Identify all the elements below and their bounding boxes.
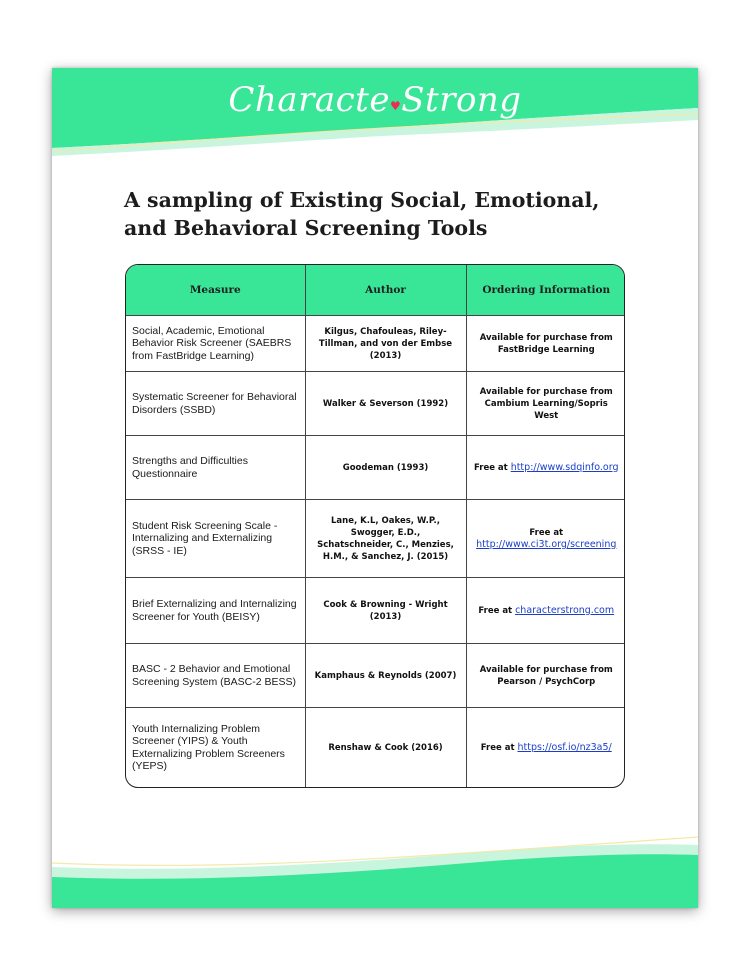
ordering-cell: Free at http://www.ci3t.org/screening — [466, 500, 625, 578]
ordering-cell: Available for purchase from Pearson / PsychCorp — [466, 644, 625, 708]
measure-cell: Youth Internalizing Problem Screener (YIPS) & Youth Externalizing Problem Screeners (YEPS) — [126, 708, 305, 788]
table-row — [126, 500, 625, 578]
author-cell: Lane, K.L, Oakes, W.P., Swogger, E.D., Schatschneider, C., Menzies, H.M., & Sanchez, J. (2015) — [305, 500, 466, 578]
measure-cell: Strengths and Difficulties Questionnaire — [126, 436, 305, 500]
author-cell: Kilgus, Chafouleas, Riley-Tillman, and von der Embse (2013) — [305, 316, 466, 372]
screening-tools-table — [125, 264, 625, 788]
ci3t-screening-link[interactable]: http://www.ci3t.org/screening — [476, 538, 617, 550]
document-page — [52, 68, 698, 908]
author-cell: Walker & Severson (1992) — [305, 372, 466, 436]
table-row — [126, 372, 625, 436]
sdqinfo-link[interactable]: http://www.sdqinfo.org — [510, 461, 619, 473]
author-cell: Goodeman (1993) — [305, 436, 466, 500]
header-ordering-information: Ordering Information — [466, 265, 625, 316]
table-header-row — [126, 265, 625, 316]
osf-link[interactable]: https://osf.io/nz3a5/ — [517, 741, 612, 753]
measure-cell: Brief Externalizing and Internalizing Screener for Youth (BEISY) — [126, 578, 305, 644]
ordering-cell: Available for purchase from Cambium Learning/Sopris West — [466, 372, 625, 436]
measure-cell: Systematic Screener for Behavioral Disorders (SSBD) — [126, 372, 305, 436]
table-row — [126, 436, 625, 500]
table-row — [126, 578, 625, 644]
measure-cell: BASC - 2 Behavior and Emotional Screening System (BASC-2 BESS) — [126, 644, 305, 708]
measure-cell: Social, Academic, Emotional Behavior Risk Screener (SAEBRS from FastBridge Learning) — [126, 316, 305, 372]
ordering-cell: Available for purchase from FastBridge Learning — [466, 316, 625, 372]
ordering-cell: Free at characterstrong.com — [466, 578, 625, 644]
author-cell: Kamphaus & Reynolds (2007) — [305, 644, 466, 708]
author-cell: Renshaw & Cook (2016) — [305, 708, 466, 788]
header-author: Author — [305, 265, 466, 316]
table-row — [126, 644, 625, 708]
footer-wave — [52, 833, 698, 908]
characterstrong-link[interactable]: characterstrong.com — [515, 604, 615, 616]
header-measure: Measure — [126, 265, 305, 316]
table-row — [126, 316, 625, 372]
measure-cell: Student Risk Screening Scale - Internalizing and Externalizing (SRSS - IE) — [126, 500, 305, 578]
heart-icon: ♥ — [389, 99, 402, 113]
ordering-cell: Free at https://osf.io/nz3a5/ — [466, 708, 625, 788]
table-row — [126, 708, 625, 788]
page-title: A sampling of Existing Social, Emotional, and Behavioral Screening Tools — [124, 188, 600, 240]
author-cell: Cook & Browning - Wright (2013) — [305, 578, 466, 644]
ordering-cell: Free at http://www.sdqinfo.org — [466, 436, 625, 500]
characterstrong-logo: Characte♥Strong — [228, 80, 522, 120]
